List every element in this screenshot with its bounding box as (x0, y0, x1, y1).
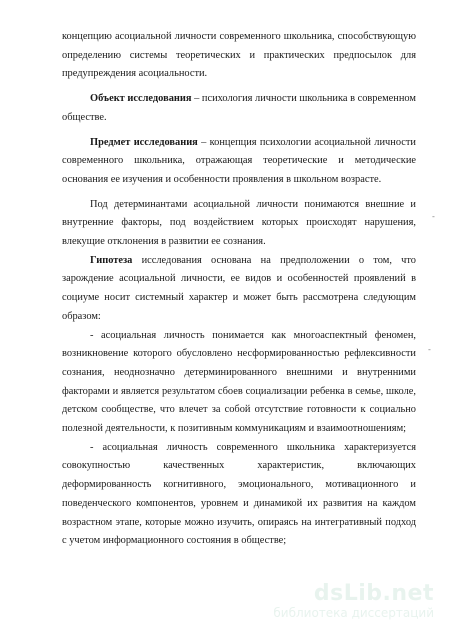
paragraph-hypothesis (62, 252, 416, 327)
body-text (62, 28, 416, 551)
paragraph-object (62, 90, 416, 127)
watermark-subtitle: библиотека диссертаций (273, 606, 434, 620)
margin-mark: - (432, 212, 435, 221)
watermark (273, 582, 434, 620)
subject-label: Предмет исследования (90, 136, 198, 148)
object-text: – психология личности школьника в современном обществе. (62, 93, 416, 123)
margin-mark: - (428, 345, 431, 354)
paragraph-determinants: Под детерминантами асоциальной личности понимаются внешние и внутренние факторы, под воздействием которых происходят нарушения, влекущие отклонения в развитии ее сознания. (62, 198, 416, 248)
list-item-second: - асоциальная личность современного школьника характеризуется совокупностью качественных характеристик, включающих деформированность когнитивного, эмоционального, мотивационного и поведенческого компонентов, уровнем и динамикой их развития на каждом возрастном этапе, которые можно изучить, опираясь на интегративный подход с учетом информационного состояния в обществе; (62, 441, 416, 547)
paragraph-subject (62, 134, 416, 190)
hypothesis-label: Гипотеза (90, 254, 133, 266)
list-item-first: - асоциальная личность понимается как многоаспектный феномен, возникновение которого обусловлено несформированностью рефлексивности сознания, неоднозначно детерминированного внешними и внутренними факторами и является результатом сбоев социализации ребенка в семье, школе, детском сообществе, что влечет за собой отсутствие готовности к социально полезной деятельности, к позитивным коммуникациям и взаимоотношениям; (62, 329, 416, 435)
object-label: Объект исследования (90, 93, 192, 105)
paragraph-concept-continuation: концепцию асоциальной личности современного школьника, способствующую определению системы теоретических и практических предпосылок для предупреждения асоциальности. (62, 31, 416, 80)
subject-text: – концепция психологии асоциальной личности современного школьника, отражающая теоретические и методические основания ее изучения и особенности проявления в школьном возрасте. (62, 136, 416, 185)
hypothesis-text: исследования основана на предположении о том, что зарождение асоциальной личности, ее видов и особенностей проявлений в социуме носит системный характер и может быть рассмотрена следующим образом: (62, 254, 416, 322)
watermark-logo: dsLib.net (313, 581, 434, 606)
